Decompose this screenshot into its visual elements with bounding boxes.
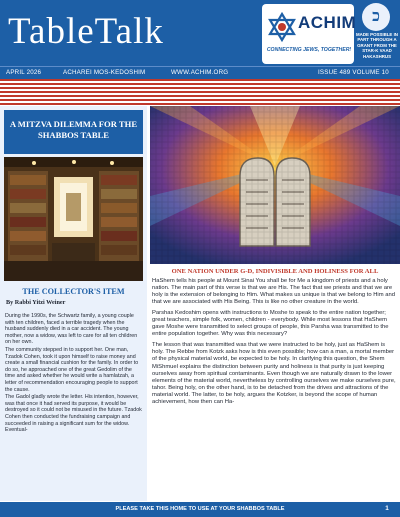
kaf-k-letter: כ xyxy=(372,6,380,25)
collector-article-title: THE COLLECTOR'S ITEM xyxy=(22,287,125,296)
issue-info-bar xyxy=(0,66,400,79)
main-article-body xyxy=(152,278,396,410)
collector-byline: By Rabbi Yitzi Weiner xyxy=(6,299,66,306)
parsha-name: ACHAREI MOS-KEDOSHIM xyxy=(63,69,146,76)
decorative-stripes xyxy=(0,79,400,106)
main-article-title: ONE NATION UNDER G-D, INDIVISIBLE AND HOLINESS FOR ALL xyxy=(171,268,379,275)
website-link[interactable]: WWW.ACHIM.ORG xyxy=(171,69,229,76)
collector-paragraph: The community stepped in to support her. One man, Tzadok Cohen, took it upon himself to raise money and create a small financial cushion for the family. In order to do so, he approached one of the great Gedolim of the time and asked whether he would write a hamlatzah, a letter of recommendation encouraging people to support the cause. xyxy=(5,346,139,393)
kaf-k-icon xyxy=(362,3,390,31)
sinai-mosaic-image xyxy=(150,106,400,264)
collector-paragraph: The Gadol gladly wrote the letter. His intention, however, was that once it had served its purpose, it would be destroyed so it could not be misused in the future. Tzadok Cohen then conducted the fundraising campaign and succeeded in raising a significant sum for the widow. Eventual- xyxy=(5,394,142,434)
masthead xyxy=(0,0,400,66)
issue-number: ISSUE 489 VOLUME 10 xyxy=(318,69,389,76)
mitzva-dilemma-heading: A MITZVA DILEMMA FOR THE SHABBOS TABLE xyxy=(9,119,138,140)
left-column xyxy=(0,106,147,501)
library-photo xyxy=(4,157,143,281)
footer-cta: PLEASE TAKE THIS HOME TO USE AT YOUR SHABBOS TABLE xyxy=(115,506,285,512)
footer-bar xyxy=(0,502,400,517)
achim-logo xyxy=(262,4,357,64)
collector-paragraph: During the 1990s, the Schwartz family, a young couple with ten children, faced a terrible tragedy when the husband suddenly died in a car accident. The young mother, now a widow, was left to care for all ten children on her own. xyxy=(5,313,138,346)
issue-date: APRIL 2026 xyxy=(6,69,42,76)
library-illustration xyxy=(4,157,143,281)
logo-tagline: CONNECTING JEWS, TOGETHER! xyxy=(266,47,352,53)
main-paragraph: Parshas Kedoshim opens with instructions to Moshe to speak to the entire nation together; great teachers, simple folk, women, children - everybody. While most lessons that HaShem gave Moshe were transmitted to select groups of people, this Parsha was transmitted to the entire population together. Why was this necessary? xyxy=(152,310,389,338)
grant-note: MADE POSSIBLE IN PART THROUGH A GRANT FROM THE STAR-K VAAD HAKASHRUS xyxy=(356,32,398,59)
star-of-david-icon xyxy=(267,12,297,42)
logo-wordmark: ACHIM xyxy=(298,13,357,32)
main-paragraph: The lesson that was transmitted was that we were instructed to be holy, just as HaShem is holy. The Rebbe from Kotzk asks how is this even possible; how can a man, a mortal member of the physical material world, be expected to be holy. In clarifying this question, the Shem MiShmuel explains the distinction between purity and holiness is that purity is just keeping ourselves away from spiritual contaminants. Even though we are naturally drawn to the lower elements of the material world, nevertheless by controlling ourselves we make ourselves pure, tahor. Being holy, on the other hand, is to be detached from the drives and attractions of the material world. The latter, to be holy, argues the Kotzker, is beyond the scope of human achievement, how then can Ha- xyxy=(152,342,396,405)
tablets-illustration xyxy=(150,106,400,264)
page-number: 1 xyxy=(385,505,389,512)
collector-article-body xyxy=(5,313,142,435)
mitzva-dilemma-banner xyxy=(4,110,143,154)
newsletter-title: TableTalk xyxy=(8,11,164,52)
main-paragraph: HaShem tells his people at Mount Sinai You shall be for Me a kingdom of priests and a holy nation. The main part of this verse is that we are His. The fact that we priests and that we are holy is the extension of belonging to Him. What makes us unique is that we belong to Him and that we are associated with His Being. This is like no other creature in the world. xyxy=(152,278,395,306)
